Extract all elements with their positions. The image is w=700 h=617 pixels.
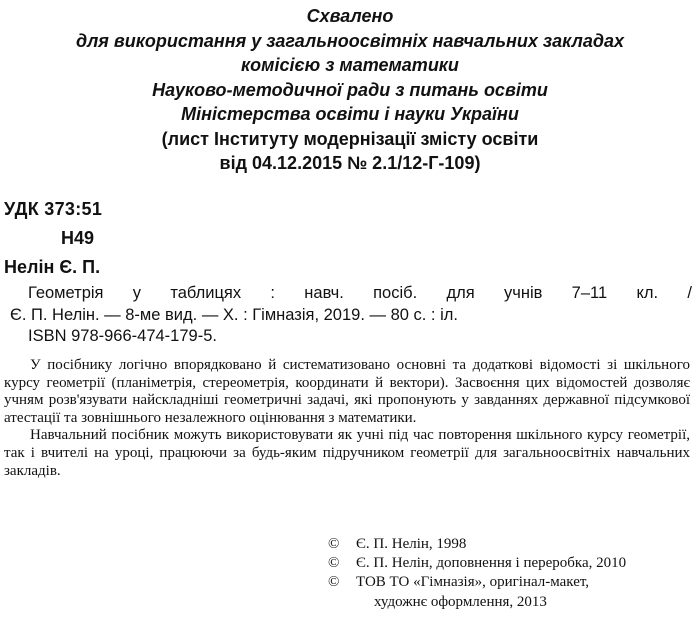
copyright-entry	[328, 573, 694, 592]
copyright-block	[328, 535, 694, 612]
copyright-entry	[328, 535, 694, 554]
copyright-text: ТОВ ТО «Гімназія», оригінал-макет,	[356, 574, 590, 591]
copyright-text: Є. П. Нелін, доповнення і переробка, 2010	[356, 555, 627, 572]
copyright-icon: ©	[328, 555, 340, 572]
copyright-icon: ©	[328, 536, 340, 552]
approval-notice	[0, 4, 700, 176]
approval-line: Науково-методичної ради з питань освіти	[152, 79, 548, 100]
approval-letter-date: від 04.12.2015 № 2.1/12-Г-109)	[219, 153, 481, 173]
author-sign-code: Н49	[61, 228, 95, 248]
bib-title-line: Геометрія у таблицях : навч. посіб. для учнів 7–11 кл. /	[28, 284, 692, 302]
author-heading: Нелін Є. П.	[4, 257, 101, 277]
approval-letter-line: (лист Інституту модернізації змісту освіти	[161, 128, 539, 149]
abstract	[4, 357, 690, 480]
copyright-text: Є. П. Нелін, 1998	[356, 536, 467, 552]
abstract-paragraph: У посібнику логічно впорядковано й систематизовано основні та додаткові відомості зі шкільного курсу геометрії (планіметрія, стереометрія, координати й вектори). Засвоєння цих відомостей дозволяє учням розв'язувати найскладніші геометричні задачі, які пропонують у завданнях державної підсумкової атестації та зовнішнього незалежного оцінювання з математики.	[4, 357, 690, 426]
bib-edition-line: Є. П. Нелін. — 8-ме вид. — Х. : Гімназія, 2019. — 80 с. : іл.	[10, 305, 458, 324]
abstract-paragraph: Навчальний посібник можуть використовувати як учні під час повторення шкільного курсу геометрії, так і вчителі на уроці, працюючи за будь-яким підручником геометрії для загальноосвітніх навчальних закладів.	[4, 427, 690, 479]
copyright-entry	[328, 554, 694, 573]
bibliographic-record	[10, 283, 692, 348]
approval-title: Схвалено	[306, 6, 394, 26]
approval-line: Міністерства освіти і науки України	[181, 104, 519, 124]
copyright-continuation: художнє оформлення, 2013	[374, 593, 547, 610]
approval-line: комісією з математики	[241, 55, 459, 75]
udk-code: УДК 373:51	[4, 199, 103, 219]
isbn: ISBN 978-966-474-179-5.	[28, 327, 217, 345]
approval-line: для використання у загальноосвітніх навчальних закладах	[75, 30, 625, 51]
copyright-icon: ©	[328, 574, 340, 591]
